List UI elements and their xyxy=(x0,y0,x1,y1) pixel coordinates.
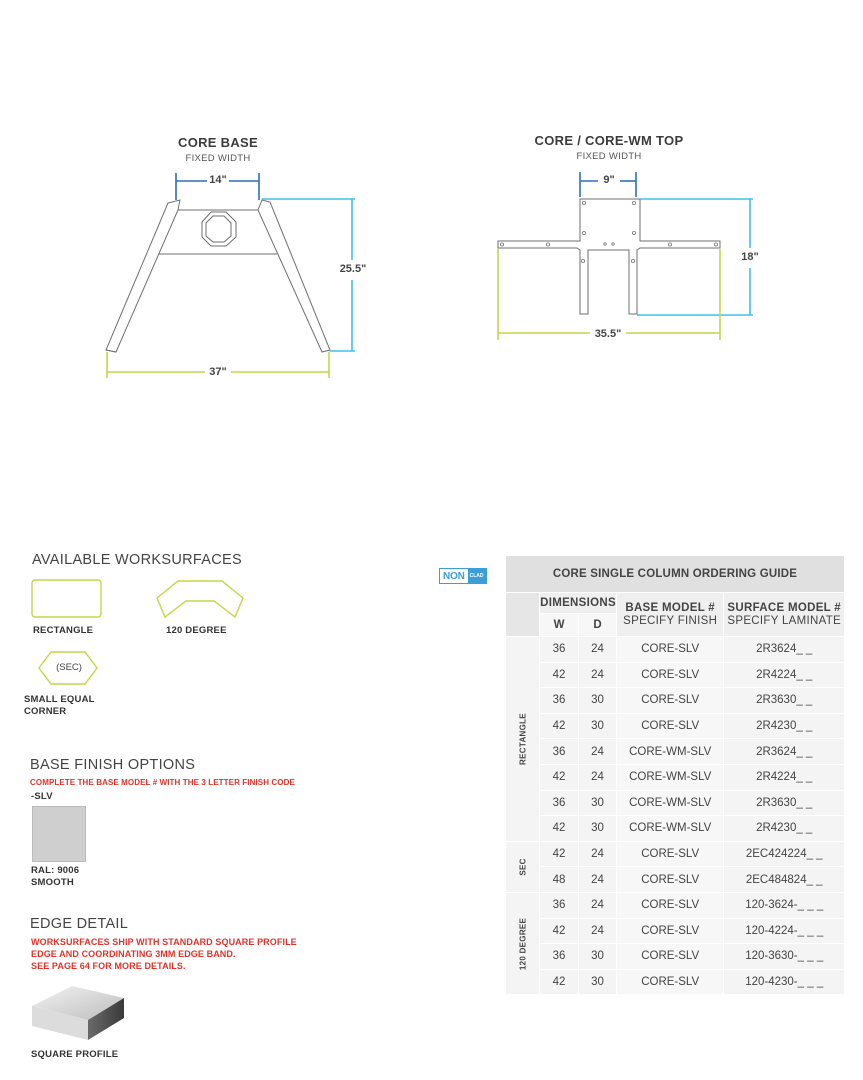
worksurface-sec-label: SMALL EQUAL CORNER xyxy=(24,694,95,717)
header-surface-model: SURFACE MODEL # SPECIFY LAMINATE xyxy=(724,593,845,637)
w-cell: 48 xyxy=(540,867,579,893)
base-model-cell: CORE-SLV xyxy=(616,944,723,970)
w-cell: 36 xyxy=(540,637,579,663)
header-w: W xyxy=(540,614,579,637)
base-model-cell: CORE-SLV xyxy=(616,713,723,739)
header-d: D xyxy=(579,614,617,637)
120-degree-shape-icon xyxy=(157,581,243,617)
w-cell: 36 xyxy=(540,892,579,918)
surface-model-cell: 2R4224_ _ xyxy=(724,764,845,790)
d-cell: 24 xyxy=(579,662,617,688)
table-row xyxy=(506,944,845,970)
d-cell: 24 xyxy=(579,841,617,867)
table-row xyxy=(506,764,845,790)
d-cell: 24 xyxy=(579,739,617,765)
base-model-cell: CORE-SLV xyxy=(616,892,723,918)
w-cell: 42 xyxy=(540,764,579,790)
base-model-cell: CORE-SLV xyxy=(616,688,723,714)
table-row xyxy=(506,790,845,816)
d-cell: 24 xyxy=(579,764,617,790)
w-cell: 42 xyxy=(540,969,579,995)
worksurfaces-heading: AVAILABLE WORKSURFACES xyxy=(32,552,242,568)
base-model-cell: CORE-SLV xyxy=(616,662,723,688)
finish-swatch-slv xyxy=(32,806,86,862)
table-row xyxy=(506,841,845,867)
group-label: RECTANGLE xyxy=(518,712,528,765)
base-model-cell: CORE-SLV xyxy=(616,918,723,944)
d-cell: 30 xyxy=(579,688,617,714)
w-cell: 42 xyxy=(540,713,579,739)
d-cell: 30 xyxy=(579,969,617,995)
edge-note-line2: EDGE AND COORDINATING 3MM EDGE BAND. xyxy=(31,949,236,959)
table-row xyxy=(506,739,845,765)
w-cell: 36 xyxy=(540,688,579,714)
table-row xyxy=(506,637,845,663)
d-cell: 30 xyxy=(579,713,617,739)
group-label: 120 DEGREE xyxy=(518,917,528,970)
surface-model-cell: 120-3624-_ _ _ xyxy=(724,892,845,918)
w-cell: 36 xyxy=(540,739,579,765)
badge-main-text: NON xyxy=(443,570,465,582)
surface-model-cell: 2EC424224_ _ xyxy=(724,841,845,867)
d-cell: 30 xyxy=(579,944,617,970)
base-finish-note: COMPLETE THE BASE MODEL # WITH THE 3 LETTER FINISH CODE xyxy=(30,778,295,787)
core-top-subtitle: FIXED WIDTH xyxy=(576,151,642,162)
group-label-cell xyxy=(506,637,540,842)
surface-model-cell: 120-4230-_ _ _ xyxy=(724,969,845,995)
core-top-title: CORE / CORE-WM TOP xyxy=(534,133,684,148)
group-label: SEC xyxy=(518,858,528,876)
d-cell: 24 xyxy=(579,867,617,893)
square-profile-label: SQUARE PROFILE xyxy=(31,1049,119,1060)
header-corner xyxy=(506,593,540,637)
core-top-dim-top: 9" xyxy=(603,174,615,186)
edge-note-line1: WORKSURFACES SHIP WITH STANDARD SQUARE PROFILE xyxy=(31,937,297,947)
core-base-dim-bottom: 37" xyxy=(209,366,227,378)
header-dimensions: DIMENSIONS xyxy=(540,593,617,614)
surface-model-cell: 2R4230_ _ xyxy=(724,713,845,739)
w-cell: 42 xyxy=(540,816,579,842)
d-cell: 30 xyxy=(579,790,617,816)
header-base-model: BASE MODEL # SPECIFY FINISH xyxy=(616,593,723,637)
w-cell: 36 xyxy=(540,790,579,816)
d-cell: 24 xyxy=(579,637,617,663)
ordering-guide-table xyxy=(505,555,845,995)
table-row xyxy=(506,816,845,842)
w-cell: 42 xyxy=(540,662,579,688)
w-cell: 42 xyxy=(540,918,579,944)
base-model-cell: CORE-SLV xyxy=(616,841,723,867)
surface-model-cell: 2R4224_ _ xyxy=(724,662,845,688)
table-row xyxy=(506,713,845,739)
finish-name-line2: SMOOTH xyxy=(31,877,74,888)
base-finish-heading: BASE FINISH OPTIONS xyxy=(30,757,196,773)
surface-model-cell: 2R3630_ _ xyxy=(724,790,845,816)
square-profile-icon xyxy=(28,982,128,1044)
table-row xyxy=(506,688,845,714)
surface-model-cell: 120-3630-_ _ _ xyxy=(724,944,845,970)
surface-model-cell: 120-4224-_ _ _ xyxy=(724,918,845,944)
base-model-cell: CORE-SLV xyxy=(616,969,723,995)
core-top-dim-height: 18" xyxy=(741,251,759,263)
surface-model-cell: 2R4230_ _ xyxy=(724,816,845,842)
base-model-cell: CORE-SLV xyxy=(616,637,723,663)
table-row xyxy=(506,892,845,918)
surface-model-cell: 2R3624_ _ xyxy=(724,739,845,765)
surface-model-cell: 2R3630_ _ xyxy=(724,688,845,714)
d-cell: 24 xyxy=(579,918,617,944)
w-cell: 36 xyxy=(540,944,579,970)
core-base-subtitle: FIXED WIDTH xyxy=(185,153,251,164)
group-label-cell xyxy=(506,841,540,892)
base-model-cell: CORE-WM-SLV xyxy=(616,790,723,816)
d-cell: 24 xyxy=(579,892,617,918)
base-model-cell: CORE-WM-SLV xyxy=(616,816,723,842)
rectangle-shape-icon xyxy=(32,580,101,617)
base-model-cell: CORE-SLV xyxy=(616,867,723,893)
worksurface-rectangle-label: RECTANGLE xyxy=(33,625,94,636)
core-top-dim-bottom: 35.5" xyxy=(594,328,622,340)
core-base-title: CORE BASE xyxy=(178,135,258,150)
table-row xyxy=(506,867,845,893)
non-clad-badge xyxy=(439,568,487,584)
core-top-diagram xyxy=(0,0,863,420)
surface-model-cell: 2EC484824_ _ xyxy=(724,867,845,893)
base-finish-code: -SLV xyxy=(31,791,53,802)
w-cell: 42 xyxy=(540,841,579,867)
worksurface-120-degree-label: 120 DEGREE xyxy=(166,625,227,636)
core-base-dim-top: 14" xyxy=(209,174,227,186)
ordering-guide-title: CORE SINGLE COLUMN ORDERING GUIDE xyxy=(506,556,845,593)
finish-name-line1: RAL: 9006 xyxy=(31,865,80,876)
base-model-cell: CORE-WM-SLV xyxy=(616,739,723,765)
badge-small-text: CLAD xyxy=(468,569,486,583)
surface-model-cell: 2R3624_ _ xyxy=(724,637,845,663)
table-row xyxy=(506,969,845,995)
core-base-dim-height: 25.5" xyxy=(339,263,367,275)
table-row xyxy=(506,918,845,944)
table-row xyxy=(506,662,845,688)
d-cell: 30 xyxy=(579,816,617,842)
edge-detail-heading: EDGE DETAIL xyxy=(30,916,129,932)
base-model-cell: CORE-WM-SLV xyxy=(616,764,723,790)
group-label-cell xyxy=(506,892,540,994)
edge-note-line3: SEE PAGE 64 FOR MORE DETAILS. xyxy=(31,961,186,971)
sec-shape-label: (SEC) xyxy=(56,662,82,673)
